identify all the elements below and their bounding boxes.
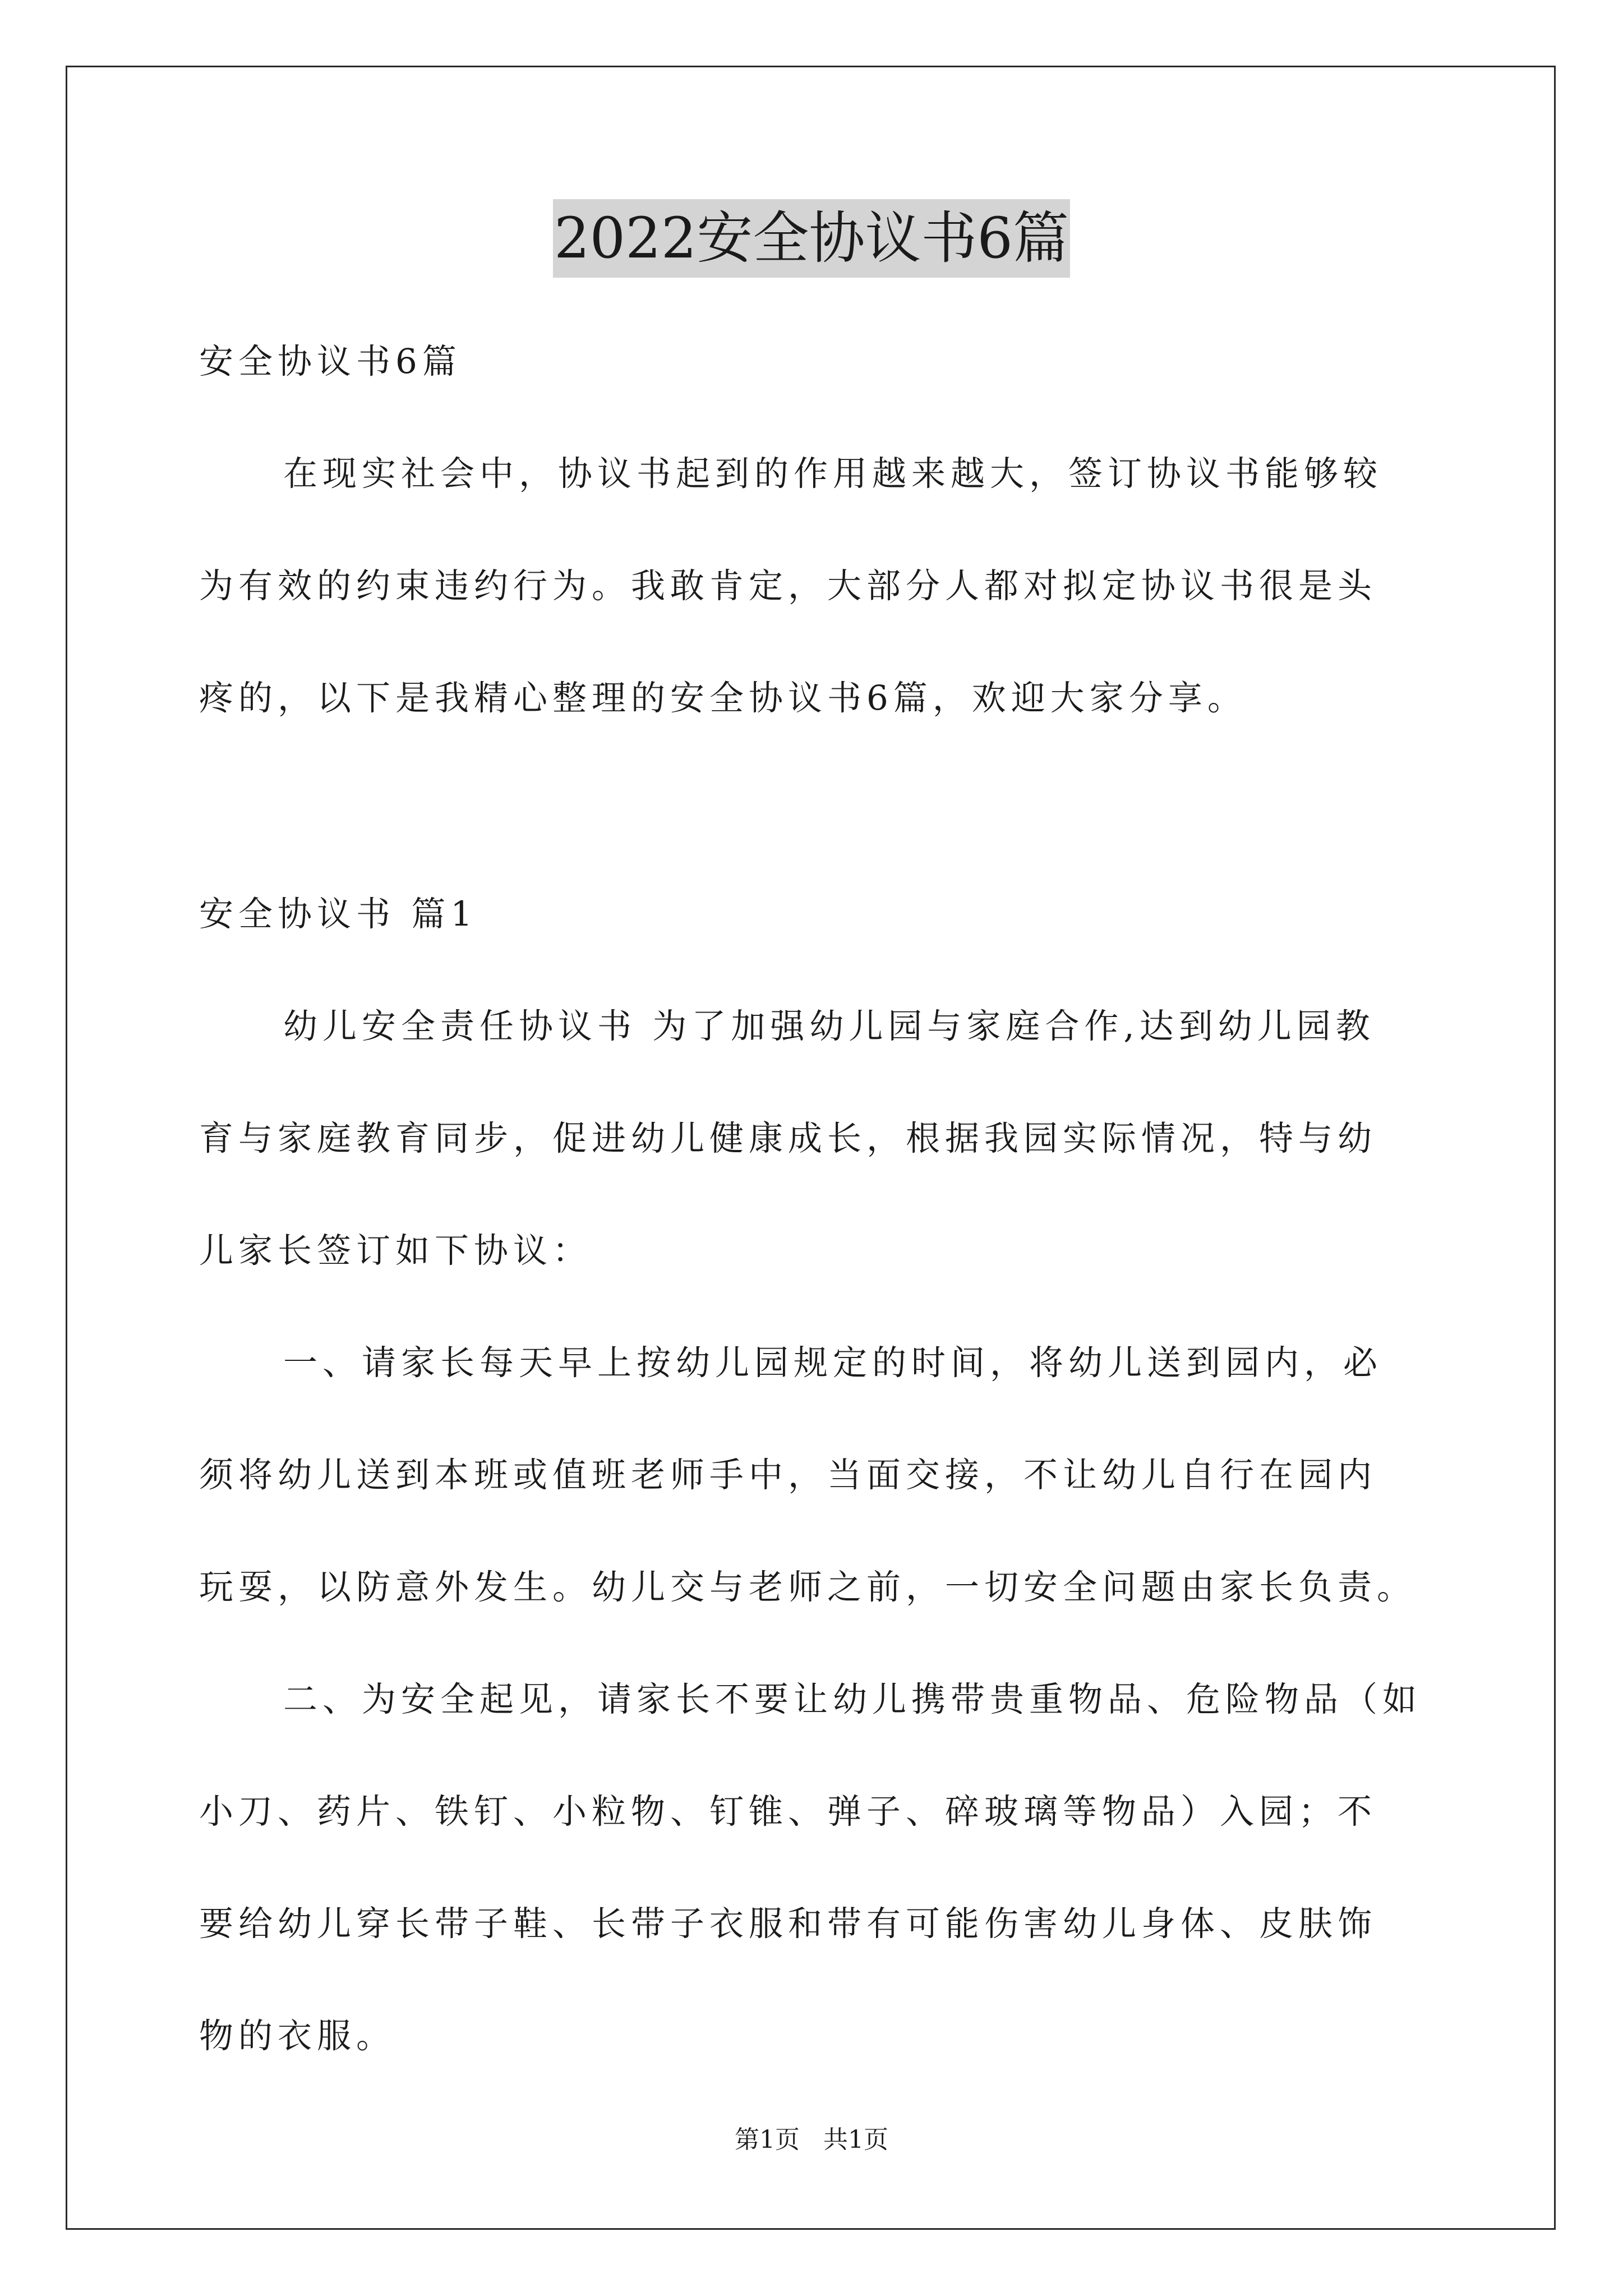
paragraph-2 [199, 1307, 1427, 1644]
paragraph-1 [199, 970, 1427, 1307]
paragraph-line: 物的衣服。 [199, 2016, 396, 2056]
paragraph-3 [199, 1644, 1427, 2092]
intro-line: 在现实社会中，协议书起到的作用越来越大，签订协议书能够较 [283, 454, 1383, 494]
intro-line: 为有效的约束违约行为。我敢肯定，大部分人都对拟定协议书很是头 [199, 566, 1377, 606]
section-heading: 安全协议书 篇1 [199, 894, 478, 934]
paragraph-line: 玩耍，以防意外发生。幼儿交与老师之前，一切安全问题由家长负责。 [199, 1567, 1417, 1607]
paragraph-line: 幼儿安全责任协议书 为了加强幼儿园与家庭合作,达到幼儿园教 [283, 1006, 1375, 1046]
intro-paragraph [199, 418, 1427, 754]
section-gap [199, 754, 1427, 858]
intro-line: 疼的，以下是我精心整理的安全协议书6篇，欢迎大家分享。 [199, 678, 1247, 718]
paragraph-line: 一、请家长每天早上按幼儿园规定的时间，将幼儿送到园内，必 [283, 1343, 1383, 1383]
paragraph-line: 须将幼儿送到本班或值班老师手中，当面交接，不让幼儿自行在园内 [199, 1455, 1377, 1495]
paragraph-line: 二、为安全起见，请家长不要让幼儿携带贵重物品、危险物品（如 [283, 1680, 1422, 1719]
document-title: 2022安全协议书6篇 [553, 199, 1070, 278]
document-body [199, 306, 1427, 2092]
page-footer: 第1页 共1页 [735, 2125, 888, 2154]
document-subtitle: 安全协议书6篇 [199, 342, 462, 381]
paragraph-line: 儿家长签订如下协议： [199, 1231, 592, 1271]
title-container [0, 199, 1623, 278]
paragraph-line: 育与家庭教育同步，促进幼儿健康成长，根据我园实际情况，特与幼 [199, 1119, 1377, 1158]
paragraph-line: 要给幼儿穿长带子鞋、长带子衣服和带有可能伤害幼儿身体、皮肤饰 [199, 1904, 1377, 1944]
paragraph-line: 小刀、药片、铁钉、小粒物、钉锥、弹子、碎玻璃等物品）入园；不 [199, 1792, 1377, 1832]
